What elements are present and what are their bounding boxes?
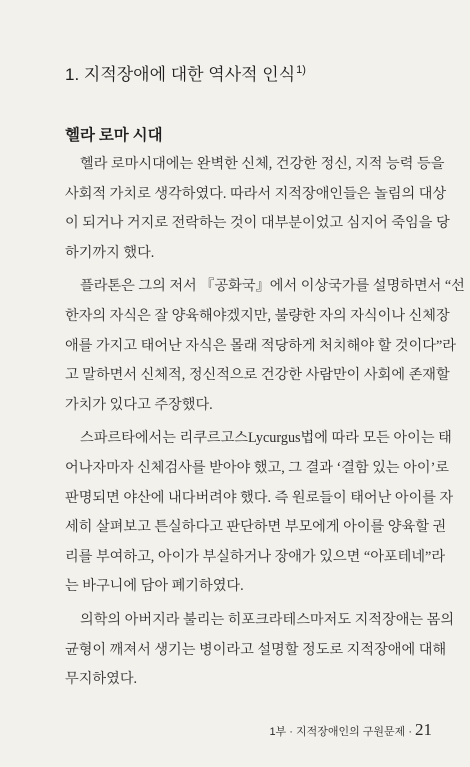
page-footer — [269, 720, 432, 740]
text-line: 의학의 아버지라 불리는 히포크라테스마저도 지적장애는 몸의 — [80, 611, 455, 628]
page-number: 21 — [415, 720, 432, 739]
text-line: 는 바구니에 담아 폐기하였다. — [65, 578, 244, 595]
paragraph — [65, 272, 465, 420]
text-line: 이 되거나 거지로 전락하는 것이 대부분이었고 심지어 죽임을 당 — [65, 215, 450, 232]
text-line: 무지하였다. — [65, 671, 138, 688]
text-line: 균형이 깨져서 생기는 병이라고 설명할 정도로 지적장애에 대해 — [65, 641, 447, 658]
paragraph — [65, 150, 450, 268]
paragraph — [65, 606, 455, 695]
running-title: 1부 · 지적장애인의 구원문제 · — [269, 726, 412, 738]
text-line: 고 말하면서 신체적, 정신적으로 건강한 사람만이 사회에 존재할 — [65, 367, 450, 384]
chapter-heading-text: 1. 지적장애에 대한 역사적 인식 — [65, 65, 296, 84]
text-line: 헬라 로마시대에는 완벽한 신체, 건강한 정신, 지적 능력 등을 — [80, 156, 445, 172]
text-line: 판명되면 야산에 내다버려야 했다. 즉 원로들이 태어난 아이를 자 — [65, 489, 454, 506]
text-line: 하기까지 했다. — [65, 244, 155, 261]
text-line: 플라톤은 그의 저서 『공화국』에서 이상국가를 설명하면서 “선 — [80, 278, 465, 295]
text-line: 리를 부여하고, 아이가 부실하거나 장애가 있으면 “아포테네”라 — [65, 548, 446, 565]
chapter-heading — [65, 60, 445, 85]
text-line: 세히 살펴보고 튼실하다고 판단하면 부모에게 아이를 양육할 권 — [65, 519, 447, 536]
text-line: 스파르타에서는 리쿠르고스Lycurgus법에 따라 모든 아이는 태 — [80, 430, 452, 447]
body-text — [65, 150, 465, 695]
text-line: 한자의 자식은 잘 양육해야겠지만, 불량한 자의 자식이나 신체장 — [65, 307, 450, 324]
paragraph — [65, 424, 454, 602]
section-heading: 헬라 로마 시대 — [65, 127, 163, 144]
text-line: 사회적 가치로 생각하였다. 따라서 지적장애인들은 놀림의 대상 — [65, 185, 447, 202]
text-line: 어나자마자 신체검사를 받아야 했고, 그 결과 ‘결함 있는 아이’로 — [65, 459, 450, 476]
footnote-mark: 1) — [296, 64, 306, 77]
text-line: 가치가 있다고 주장했다. — [65, 396, 213, 413]
text-line: 애를 가지고 태어난 자식은 몰래 적당하게 처치해야 할 것이다”라 — [65, 337, 457, 354]
